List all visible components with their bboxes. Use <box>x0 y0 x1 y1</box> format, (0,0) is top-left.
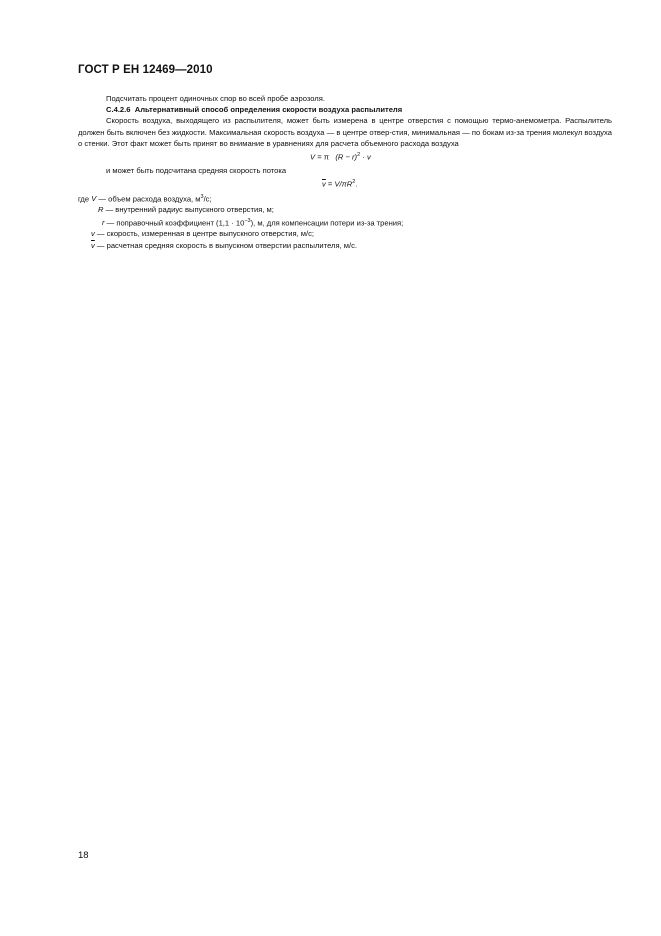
legend-text: — объем расхода воздуха, м <box>96 194 201 204</box>
section-title: Альтернативный способ определения скорости воздуха распылителя <box>134 105 403 115</box>
formula2-rhs: V/πR <box>334 179 353 189</box>
formula2-power: 2 <box>352 178 356 185</box>
legend-text: — внутренний радиус выпускного отверстия, м; <box>103 205 274 215</box>
legend-symbol: v <box>91 229 95 239</box>
legend-row <box>78 192 612 205</box>
formula-volume-flow <box>78 150 612 163</box>
formula1-dot: · <box>362 152 365 162</box>
formula2-eq: = <box>327 179 333 189</box>
paragraph-mean-velocity: и может быть подсчитана средняя скорость потока <box>106 165 287 175</box>
formula1-v: v <box>366 152 371 162</box>
legend-symbol: V <box>91 194 97 204</box>
legend-text: — скорость, измеренная в центре выпускного отверстия, м/с; <box>94 229 315 239</box>
paragraph-air-velocity: Скорость воздуха, выходящего из распылителя, может быть измерена в центре отверстия с помощью термо-анемометра. Распылитель должен быть включен без жидкости. Максимальная скорость воздуха — в центре отвер-стия, минимальная — по бокам из-за трения молекул воздуха о стенки. Этот факт может быть принят во внимание в уравнениях для расчета объемного расхода воздуха <box>78 116 612 148</box>
symbol-legend <box>78 192 612 251</box>
section-number: С.4.2.6 <box>106 105 131 115</box>
legend-symbol: $\overline{v}$ <box>91 240 95 250</box>
legend-symbol: R <box>98 205 104 215</box>
legend-row <box>78 240 612 251</box>
page-header: ГОСТ Р ЕН 12469—2010 <box>78 64 213 76</box>
legend-sup: −3 <box>244 217 251 224</box>
legend-tail: ), м, для компенсации потери из-за трения; <box>250 218 404 228</box>
legend-text: — поправочный коэффициент (1,1 · 10 <box>104 218 245 228</box>
page-number: 18 <box>78 850 89 861</box>
formula1-eq: = <box>317 152 322 162</box>
paragraph-spore-percent: Подсчитать процент одиночных спор во всей пробе аэрозоля. <box>106 94 325 103</box>
formula1-lhs: V <box>310 152 316 162</box>
legend-sup: 3 <box>200 193 204 200</box>
formula-mean-velocity <box>78 177 612 190</box>
legend-prefix: где <box>78 194 92 204</box>
section-heading <box>78 104 612 115</box>
formula1-bracket: (R − r) <box>335 152 358 162</box>
formula1-pi: π <box>323 152 330 162</box>
legend-text: — расчетная средняя скорость в выпускном отверстии распылителя, м/с. <box>94 240 358 250</box>
legend-row <box>78 216 612 229</box>
legend-symbol: r <box>102 218 105 228</box>
document-body <box>78 93 612 251</box>
legend-row <box>78 228 612 239</box>
formula2-end: . <box>355 179 358 189</box>
legend-tail: /с; <box>203 194 212 204</box>
legend-row <box>78 204 612 215</box>
formula2-lhs: $\overline{v}$ <box>322 179 326 189</box>
formula1-power: 2 <box>357 152 361 159</box>
